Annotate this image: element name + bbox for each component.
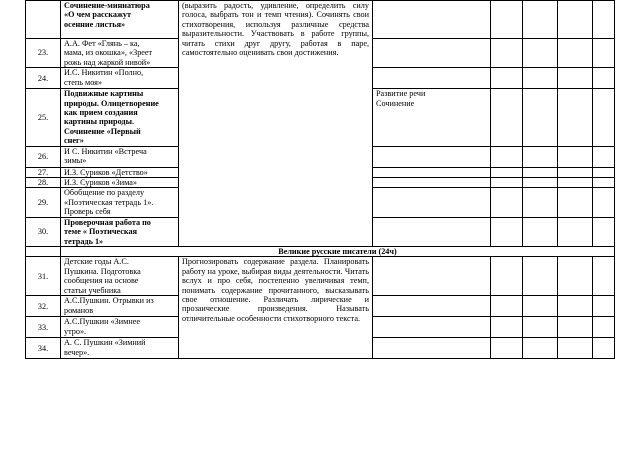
empty-cell	[558, 296, 593, 317]
empty-cell	[593, 167, 615, 177]
empty-cell	[558, 39, 593, 68]
empty-cell	[491, 146, 523, 167]
note-cell	[373, 1, 491, 39]
lesson-number: 30.	[26, 217, 61, 246]
empty-cell	[523, 188, 558, 217]
lesson-topic: Подвижные картины природы. Олицетворение как прием создания картины природы. Сочинение «Первый снег»	[61, 89, 179, 146]
lesson-number	[26, 1, 61, 39]
empty-cell	[558, 89, 593, 146]
empty-cell	[491, 257, 523, 296]
empty-cell	[593, 338, 615, 359]
lesson-number: 24.	[26, 68, 61, 89]
lesson-topic: Обобщение по разделу «Поэтическая тетрадь 1». Проверь себя	[61, 188, 179, 217]
empty-cell	[491, 317, 523, 338]
empty-cell	[523, 317, 558, 338]
empty-cell	[593, 257, 615, 296]
empty-cell	[523, 338, 558, 359]
empty-cell	[593, 217, 615, 246]
empty-cell	[523, 39, 558, 68]
empty-cell	[523, 89, 558, 146]
empty-cell	[593, 296, 615, 317]
empty-cell	[491, 167, 523, 177]
lesson-number: 34.	[26, 338, 61, 359]
empty-cell	[523, 146, 558, 167]
note-cell: Развитие речи Сочинение	[373, 89, 491, 146]
empty-cell	[593, 89, 615, 146]
lesson-number: 32.	[26, 296, 61, 317]
empty-cell	[523, 167, 558, 177]
lesson-topic: Проверочная работа по теме « Поэтическая тетрадь 1»	[61, 217, 179, 246]
note-cell	[373, 39, 491, 68]
empty-cell	[558, 167, 593, 177]
lesson-topic: Детские годы А.С. Пушкина. Подготовка сообщения на основе статьи учебника	[61, 257, 179, 296]
note-cell	[373, 296, 491, 317]
empty-cell	[593, 39, 615, 68]
note-cell	[373, 178, 491, 188]
empty-cell	[558, 317, 593, 338]
empty-cell	[558, 217, 593, 246]
empty-cell	[491, 39, 523, 68]
lesson-number: 33.	[26, 317, 61, 338]
empty-cell	[558, 338, 593, 359]
empty-cell	[523, 178, 558, 188]
note-cell	[373, 167, 491, 177]
empty-cell	[558, 68, 593, 89]
table-row	[26, 257, 615, 296]
empty-cell	[558, 146, 593, 167]
note-cell	[373, 257, 491, 296]
section-row	[26, 246, 615, 256]
lesson-topic: А.С.Пушкин «Зимнее утро».	[61, 317, 179, 338]
empty-cell	[523, 257, 558, 296]
lesson-number: 28.	[26, 178, 61, 188]
section-title: Великие русские писатели (24ч)	[61, 246, 615, 256]
lesson-number: 31.	[26, 257, 61, 296]
empty-cell	[593, 317, 615, 338]
empty-cell	[491, 178, 523, 188]
empty-cell	[558, 188, 593, 217]
activity-description: Прогнозировать содержание раздела. Планировать работу на уроке, выбирая виды деятельности. Читать вслух и про себя, постепенно увеличивая темп, понимать содержание прочитанного, высказывать свое отношение. Различать лирические и прозаические произведения. Называть отличительные особенности стихотворного текста.	[179, 257, 373, 359]
lesson-topic: А.С.Пушкин. Отрывки из романов	[61, 296, 179, 317]
activity-description: (выразить радость, удивление, определить силу голоса, выбрать тон и темп чтения). Сочинять свои стихотворения, используя различные средства выразительности. Участвовать в работе группы, читать стихи друг другу, работая в паре, самостоятельно оценивать свои достижения.	[179, 1, 373, 247]
lesson-number: 27.	[26, 167, 61, 177]
empty-cell	[558, 1, 593, 39]
empty-cell	[523, 68, 558, 89]
note-cell	[373, 317, 491, 338]
lesson-number: 29.	[26, 188, 61, 217]
empty-cell	[491, 296, 523, 317]
empty-cell	[491, 68, 523, 89]
lesson-topic: А.А. Фет «Глянь – ка, мама, из окошка», «Зреет рожь над жаркой нивой»	[61, 39, 179, 68]
empty-cell	[593, 188, 615, 217]
empty-cell	[558, 257, 593, 296]
empty-cell	[523, 296, 558, 317]
lesson-number: 25.	[26, 89, 61, 146]
empty-cell	[523, 1, 558, 39]
empty-cell	[491, 188, 523, 217]
empty-cell	[26, 246, 61, 256]
note-cell	[373, 217, 491, 246]
lesson-number: 26.	[26, 146, 61, 167]
empty-cell	[491, 338, 523, 359]
note-cell	[373, 146, 491, 167]
lesson-topic: И.С. Никитин «Полно, степь моя»	[61, 68, 179, 89]
empty-cell	[491, 217, 523, 246]
empty-cell	[558, 178, 593, 188]
lesson-number: 23.	[26, 39, 61, 68]
empty-cell	[491, 89, 523, 146]
note-cell	[373, 188, 491, 217]
empty-cell	[593, 68, 615, 89]
empty-cell	[593, 1, 615, 39]
lesson-topic: И С. Никитин «Встреча зимы»	[61, 146, 179, 167]
empty-cell	[593, 146, 615, 167]
table-row	[26, 1, 615, 39]
lesson-topic: Сочинение-миниатюра «О чем расскажут осенние листья»	[61, 1, 179, 39]
empty-cell	[491, 1, 523, 39]
lesson-topic: А. С. Пушкин «Зимний вечер».	[61, 338, 179, 359]
note-cell	[373, 338, 491, 359]
lesson-topic: И.З. Суриков «Детство»	[61, 167, 179, 177]
empty-cell	[523, 217, 558, 246]
empty-cell	[593, 178, 615, 188]
lesson-topic: И.З. Суриков «Зима»	[61, 178, 179, 188]
lesson-plan-table	[25, 0, 615, 359]
note-cell	[373, 68, 491, 89]
